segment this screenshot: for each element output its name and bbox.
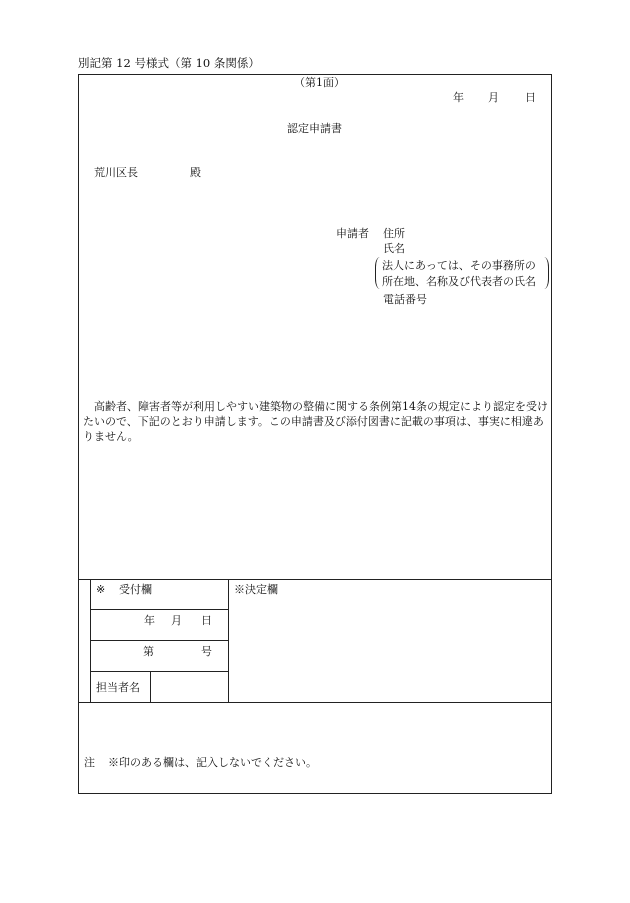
decision-label: ※決定欄 (234, 583, 278, 596)
application-statement: 高齢者、障害者等が利用しやすい建築物の整備に関する条例第14条の規定により認定を受けたいので、下記のとおり申請します。この申請書及び添付図書に記載の事項は、事実に相違ありません。 (83, 400, 548, 443)
reception-number-prefix: 第 (143, 645, 154, 658)
reception-row-divider-1 (90, 609, 228, 610)
office-section-bottom-border (78, 702, 552, 703)
addressee-name: 荒川区長 (94, 166, 138, 179)
reception-number-suffix: 号 (201, 645, 212, 658)
reception-date-month: 月 (171, 614, 182, 627)
corporate-note-line-2: 所在地、名称及び代表者の氏名 (382, 275, 536, 288)
reception-row-divider-3 (90, 671, 228, 672)
address-label: 住所 (383, 227, 405, 240)
reception-date-day: 日 (201, 614, 212, 627)
reception-label: 受付欄 (119, 583, 152, 596)
date-year-label: 年 (453, 91, 464, 104)
reception-mark: ※ (96, 583, 106, 596)
applicant-label: 申請者 (336, 227, 369, 240)
note-text: ※印のある欄は、記入しないでください。 (108, 756, 317, 769)
reception-row-divider-2 (90, 640, 228, 641)
office-section-top-border (78, 579, 552, 580)
staff-name-divider (150, 671, 151, 702)
form-number-label: 別記第 12 号様式（第 10 条関係） (78, 56, 260, 70)
staff-name-label: 担当者名 (96, 681, 140, 694)
document-title: 認定申請書 (287, 122, 342, 135)
corporate-note-line-1: 法人にあっては、その事務所の (382, 259, 536, 272)
addressee-honorific: 殿 (190, 166, 201, 179)
date-day-label: 日 (525, 91, 536, 104)
date-month-label: 月 (488, 91, 499, 104)
note-prefix: 注 (84, 756, 95, 769)
reception-date-year: 年 (144, 614, 155, 627)
reception-right-border (228, 579, 229, 702)
right-paren-bracket (541, 257, 549, 289)
phone-label: 電話番号 (383, 293, 427, 306)
page-indicator: （第1面） (294, 76, 345, 89)
name-label: 氏名 (383, 242, 405, 255)
